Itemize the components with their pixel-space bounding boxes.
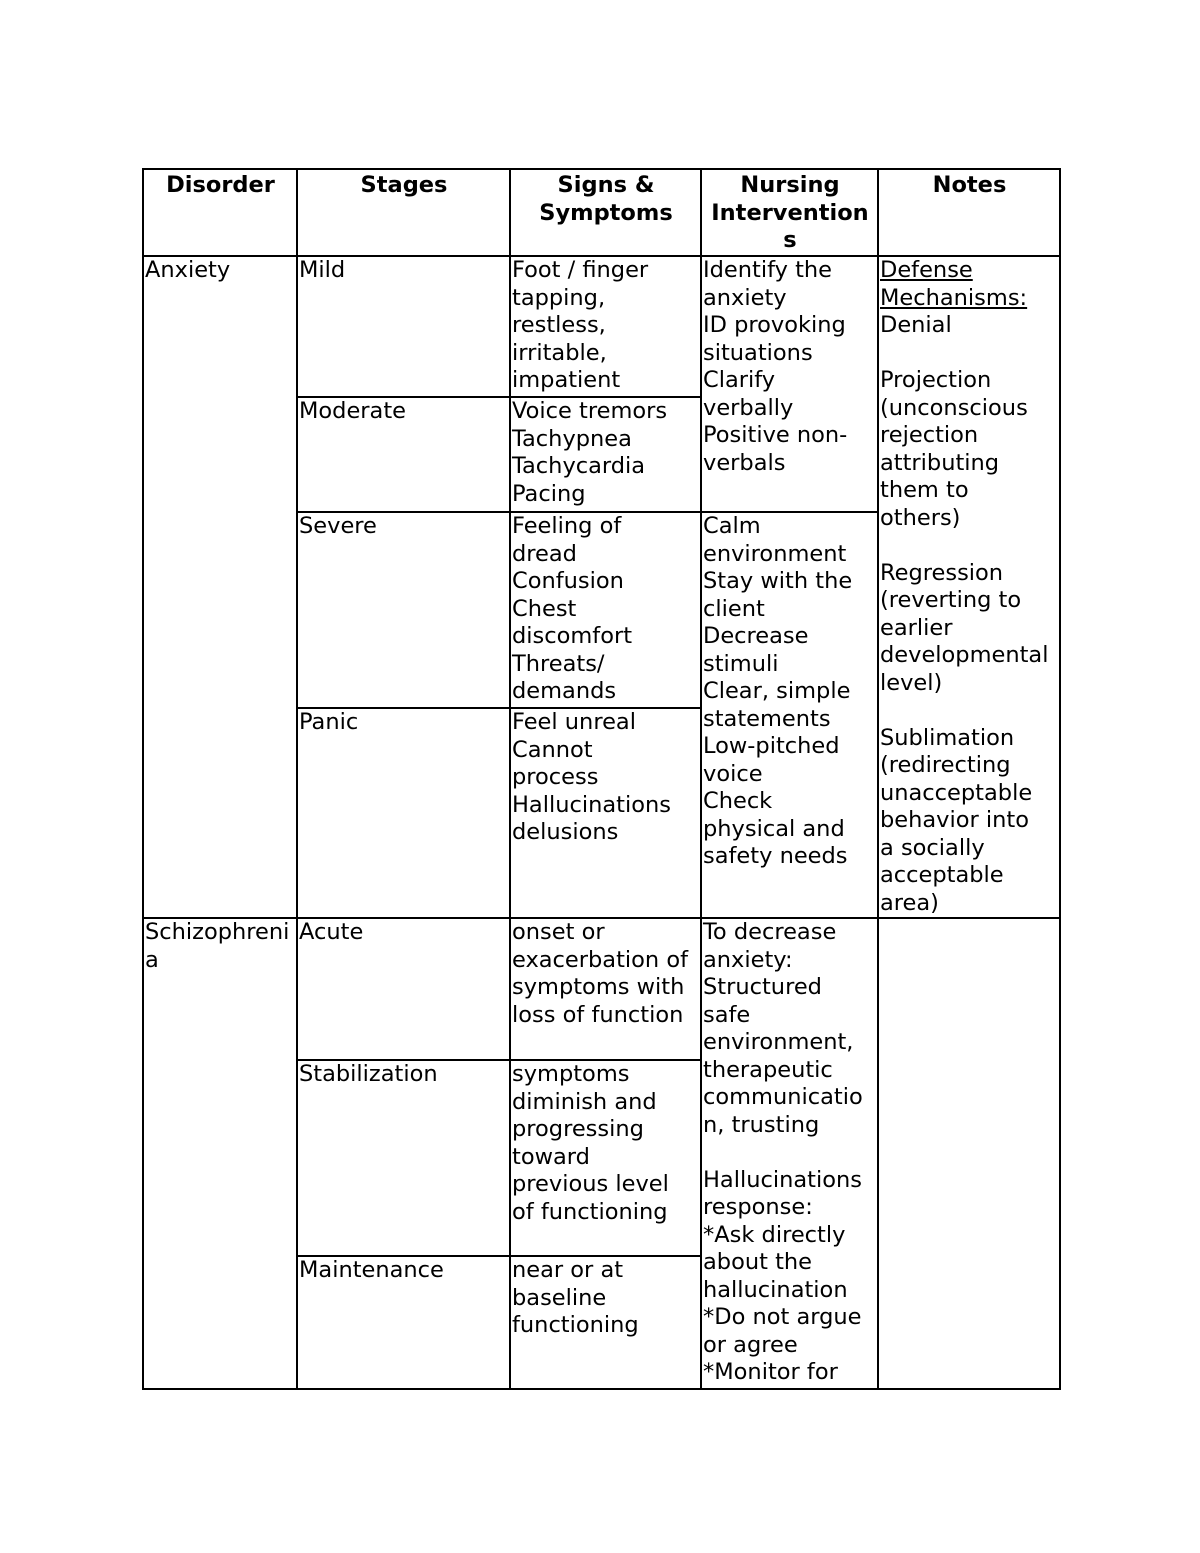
signs-cell: onset or exacerbation of symptoms with loss of function <box>510 918 701 1060</box>
nursing-cell-schizophrenia: To decrease anxiety: Structured safe environment, therapeutic communicatio n, trusting Hallucinations response: *Ask directly about the hallucination *Do not argue or agree *Monitor for <box>701 918 878 1389</box>
signs-cell: Feeling of dread Confusion Chest discomfort Threats/ demands <box>510 512 701 708</box>
table-header-row <box>143 169 1060 256</box>
notes-anxiety <box>878 256 1060 918</box>
signs-cell: near or at baseline functioning <box>510 1256 701 1389</box>
header-disorder: Disorder <box>143 169 297 256</box>
header-signs-symptoms: Signs & Symptoms <box>510 169 701 256</box>
disorder-anxiety: Anxiety <box>143 256 297 918</box>
stage-cell: Stabilization <box>297 1060 510 1256</box>
disorder-schizophrenia: Schizophreni a <box>143 918 297 1389</box>
nursing-cell-severe-panic: Calm environment Stay with the client Decrease stimuli Clear, simple statements Low-pitched voice Check physical and safety needs <box>701 512 878 918</box>
header-stages: Stages <box>297 169 510 256</box>
stage-cell: Moderate <box>297 397 510 512</box>
nursing-cell-mild-moderate: Identify the anxiety ID provoking situations Clarify verbally Positive non- verbals <box>701 256 878 512</box>
stage-cell: Panic <box>297 708 510 918</box>
table-row <box>143 918 1060 1060</box>
header-notes: Notes <box>878 169 1060 256</box>
notes-schizophrenia <box>878 918 1060 1389</box>
header-nursing-interventions: Nursing Intervention s <box>701 169 878 256</box>
stage-cell: Severe <box>297 512 510 708</box>
signs-cell: symptoms diminish and progressing toward previous level of functioning <box>510 1060 701 1256</box>
stage-cell: Acute <box>297 918 510 1060</box>
notes-body: Denial Projection (unconscious rejection attributing them to others) Regression (reverting to earlier developmental level) Sublimation (redirecting unacceptable behavior into a socially acceptable area) <box>880 312 1049 916</box>
notes-heading: Defense Mechanisms: <box>880 257 1028 311</box>
signs-cell: Voice tremors Tachypnea Tachycardia Pacing <box>510 397 701 512</box>
disorders-table <box>142 168 1061 1390</box>
signs-cell: Foot / finger tapping, restless, irritable, impatient <box>510 256 701 397</box>
table-row <box>143 256 1060 397</box>
signs-cell: Feel unreal Cannot process Hallucinations delusions <box>510 708 701 918</box>
stage-cell: Maintenance <box>297 1256 510 1389</box>
stage-cell: Mild <box>297 256 510 397</box>
